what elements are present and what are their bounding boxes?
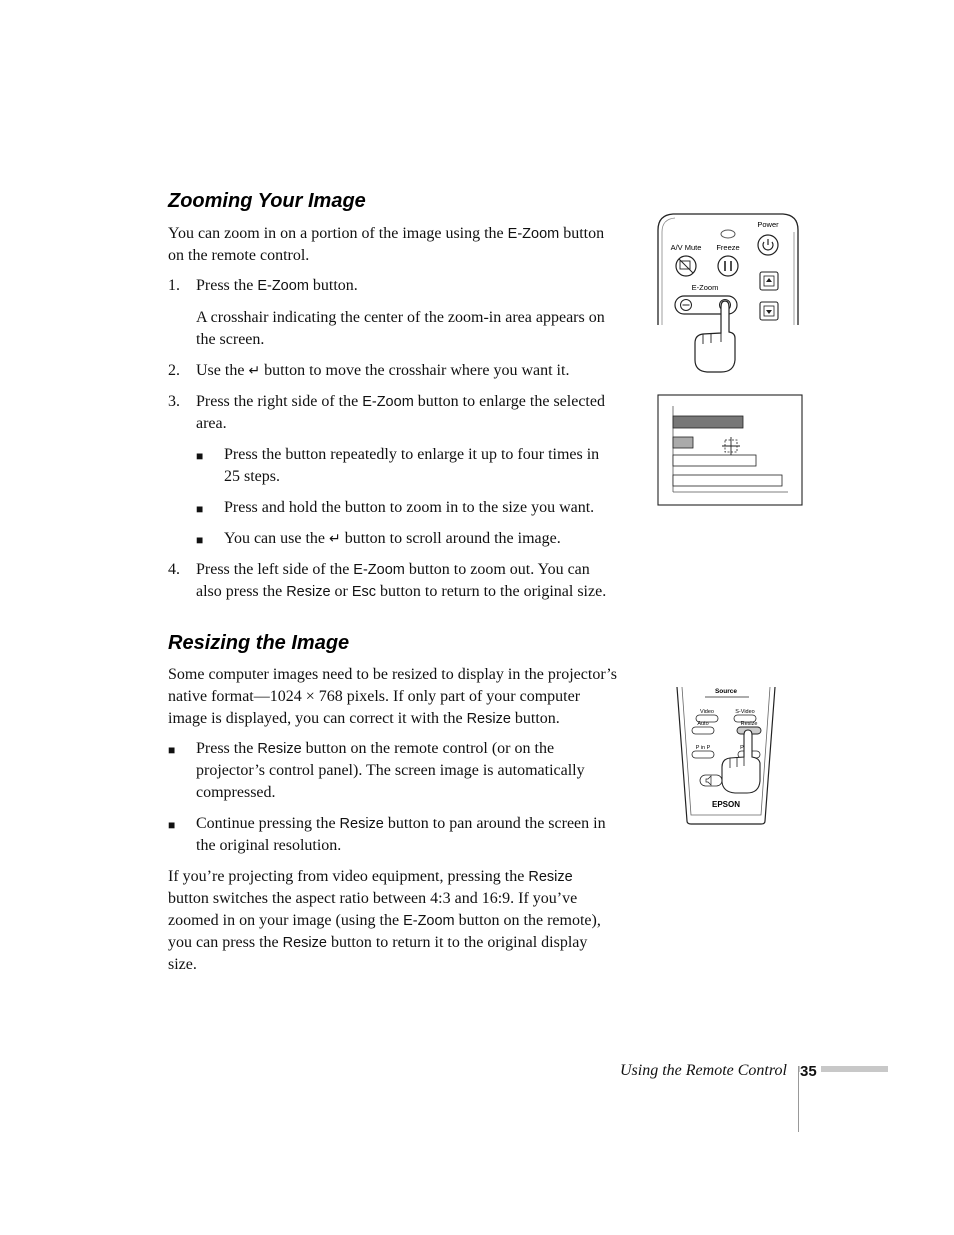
screen-bar bbox=[673, 455, 756, 466]
pointing-hand-icon bbox=[722, 730, 760, 793]
step-1: 1. Press the E-Zoom button. bbox=[168, 277, 358, 294]
resize-bullet-2: ■ Continue pressing the Resize button to pan around the screen in the original resolution. bbox=[168, 815, 606, 854]
step-3: 3. Press the right side of the E-Zoom button to enlarge the selected area. bbox=[168, 393, 605, 432]
pinp-label: P in P bbox=[695, 745, 711, 751]
screen-bar bbox=[673, 475, 782, 486]
source-label: Source bbox=[714, 688, 738, 695]
remote-resize-illustration bbox=[673, 683, 779, 826]
av-mute-icon bbox=[679, 259, 693, 273]
resize-intro: Some computer images need to be resized to display in the projector’s native format—1024 × 768 pixels. If only part of your computer image is displayed, you can correct it with the Resize button. bbox=[168, 666, 617, 727]
footer-chapter-title: Using the Remote Control bbox=[620, 1062, 787, 1079]
bullet-2: ■ Press and hold the button to zoom in to the size you want. bbox=[196, 499, 595, 516]
power-icon bbox=[763, 239, 773, 250]
step-4: 4. Press the left side of the E-Zoom button to zoom out. You can also press the Resize or Esc button to return to the original size. bbox=[168, 561, 607, 600]
page-down-icon bbox=[764, 306, 774, 316]
av-mute-label: A/V Mute bbox=[670, 243, 702, 252]
ezoom-label: E-Zoom bbox=[691, 283, 719, 292]
enter-icon: ↵ bbox=[329, 531, 341, 547]
step-1-note: A crosshair indicating the center of the zoom-in area appears on the screen. bbox=[196, 309, 605, 348]
epson-logo: EPSON bbox=[711, 800, 741, 809]
svideo-label: S-Video bbox=[735, 709, 755, 715]
freeze-label: Freeze bbox=[716, 243, 740, 252]
auto-label: Auto bbox=[697, 721, 709, 727]
page-up-icon bbox=[764, 276, 774, 286]
ezoom-button-ref: E-Zoom bbox=[507, 226, 560, 242]
section-title-zooming: Zooming Your Image bbox=[168, 190, 366, 212]
preset-label: P bbox=[740, 745, 744, 751]
zoom-crosshair-screen-illustration bbox=[657, 394, 804, 507]
video-label: Video bbox=[700, 709, 714, 715]
step-2: 2. Use the ↵ button to move the crosshair where you want it. bbox=[168, 362, 570, 379]
power-label: Power bbox=[757, 220, 779, 229]
freeze-button bbox=[718, 256, 738, 276]
pinp-button bbox=[692, 751, 714, 758]
screen-bar bbox=[673, 416, 743, 428]
resize-label: Resize bbox=[740, 721, 758, 727]
bullet-3: ■ You can use the ↵ button to scroll around the image. bbox=[196, 530, 561, 547]
zoom-intro: You can zoom in on a portion of the image using the E-Zoom button on the remote control. bbox=[168, 225, 605, 264]
section-title-resizing: Resizing the Image bbox=[168, 632, 350, 654]
resize-paragraph-2: If you’re projecting from video equipment, pressing the Resize button switches the aspect ratio between 4:3 and 16:9. If you’ve zoomed in on your image (using the E-Zoom button on the remote), you can press the Resize button to return it to the original display size. bbox=[168, 868, 601, 973]
enter-icon: ↵ bbox=[248, 363, 261, 379]
auto-button bbox=[692, 727, 714, 734]
remote-ezoom-illustration bbox=[655, 210, 801, 375]
pause-icon bbox=[725, 261, 731, 271]
page-number: 35 bbox=[800, 1063, 821, 1080]
bullet-1: ■ Press the button repeatedly to enlarge it up to four times in 25 steps. bbox=[196, 446, 600, 485]
footer-vertical-rule bbox=[798, 1066, 799, 1132]
screen-bar bbox=[673, 437, 693, 448]
resize-bullet-1: ■ Press the Resize button on the remote control (or on the projector’s control panel). The screen image is automatically compressed. bbox=[168, 740, 585, 801]
